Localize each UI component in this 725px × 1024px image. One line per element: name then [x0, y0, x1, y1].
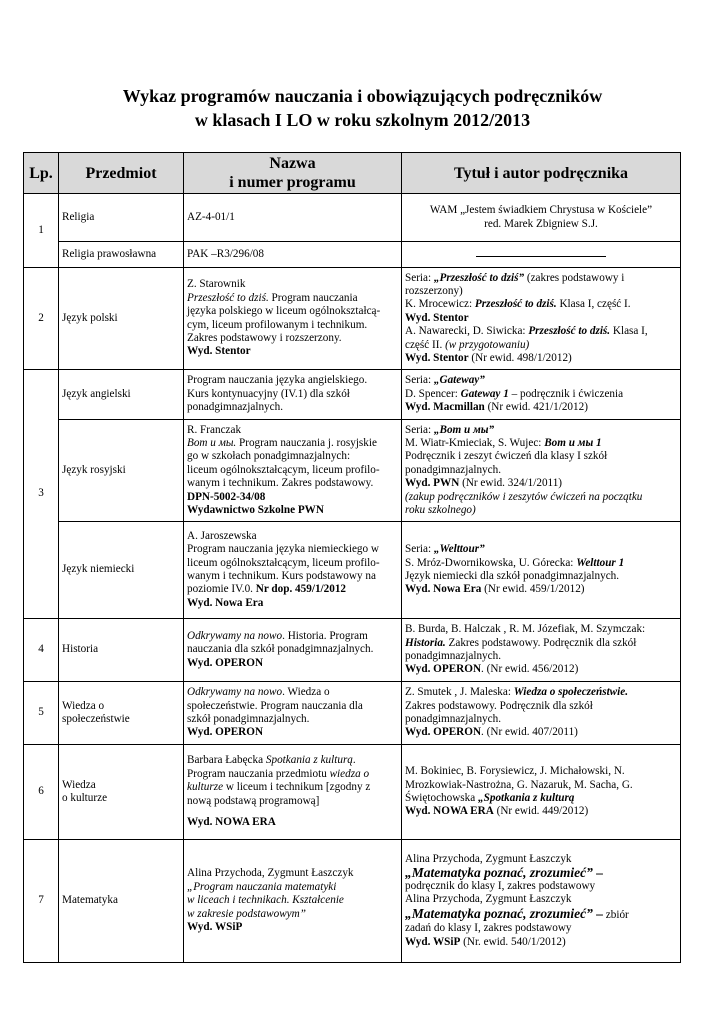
text-fragment: red. Marek Zbigniew S.J. — [484, 217, 598, 230]
text-fragment: S. Mróz-Dwornikowska, U. Górecka: — [405, 556, 577, 569]
table-row — [24, 522, 681, 619]
text-fragment: Wyd. Nowa Era — [405, 583, 482, 596]
subject-cell: Historia — [59, 619, 184, 682]
document-title — [0, 84, 725, 132]
text-fragment — [405, 352, 677, 365]
text-fragment: WAM „Jestem świadkiem Chrystusa w Kościele” — [429, 204, 653, 217]
text-fragment: Zakres podstawowy i rozszerzony. — [187, 331, 342, 344]
header-program-line2: i numer programu — [229, 174, 356, 191]
text-fragment — [405, 298, 677, 311]
text-fragment: (zakres podstawowy i — [524, 271, 625, 284]
text-fragment: zbiór — [603, 908, 629, 921]
text-fragment: Odkrywamy na nowo — [187, 686, 283, 699]
text-fragment: Вот и мы 1 — [544, 436, 602, 449]
text-fragment: w liceach i technikach. Kształcenie — [187, 894, 344, 907]
text-fragment: Program nauczania języka angielskiego. — [187, 374, 368, 387]
text-fragment: Program nauczania — [268, 291, 358, 304]
text-fragment: Wyd. OPERON — [405, 663, 482, 676]
text-fragment: o kulturze — [62, 792, 108, 804]
program-cell — [184, 420, 402, 522]
text-fragment: Wyd. OPERON — [405, 726, 482, 739]
text-fragment: szkół ponadgimnazjalnych. — [187, 713, 310, 725]
text-fragment — [405, 805, 677, 818]
text-fragment: w zakresie podstawowym” — [187, 907, 306, 920]
text-fragment: Seria: — [405, 423, 434, 436]
program-cell — [184, 745, 402, 840]
table-row — [24, 682, 681, 745]
text-fragment — [405, 726, 677, 739]
text-fragment: Seria: — [405, 271, 434, 284]
text-fragment: Z. Starownik — [187, 278, 246, 291]
text-fragment: Klasa I, — [610, 325, 648, 338]
text-fragment: Alina Przychoda, Zygmunt Łaszczyk — [405, 893, 572, 906]
text-fragment — [405, 583, 677, 596]
table-row — [24, 370, 681, 420]
text-fragment — [187, 808, 398, 816]
text-fragment: wiedza o — [329, 767, 370, 780]
text-fragment — [405, 663, 677, 676]
text-fragment: wanym i technikum. Kurs podstawowy na — [187, 570, 376, 582]
subject-cell: Religia prawosławna — [59, 242, 184, 268]
subject-cell — [59, 682, 184, 745]
text-fragment: „Welttour” — [433, 543, 485, 556]
text-fragment: Wyd. Stentor — [405, 311, 469, 324]
header-program-line1: Nazwa — [269, 155, 316, 172]
table-row — [24, 745, 681, 840]
text-fragment: K. Mrocewicz: — [405, 298, 475, 311]
text-fragment — [405, 401, 677, 414]
text-fragment: Wyd. OPERON — [187, 656, 264, 669]
text-fragment: Wyd. Nowa Era — [187, 596, 264, 609]
header-subject: Przedmiot — [59, 153, 184, 194]
text-fragment: Wiedza o społeczeństwie. — [513, 686, 629, 699]
header-book: Tytuł i autor podręcznika — [402, 153, 681, 194]
text-fragment: Welttour 1 — [576, 556, 625, 569]
text-fragment — [405, 557, 677, 570]
text-fragment: „Przeszłość to dziś” — [433, 271, 525, 284]
header-lp: Lp. — [24, 153, 59, 194]
text-fragment — [405, 792, 677, 805]
text-fragment: D. Spencer: — [405, 387, 461, 400]
book-cell — [402, 370, 681, 420]
lp-cell: 1 — [24, 194, 59, 268]
text-fragment: (Nr ewid. 498/1/2012) — [468, 352, 572, 365]
text-fragment: „Matematyka poznać, zrozumieć” – — [405, 865, 603, 881]
text-fragment: kulturze — [187, 781, 224, 794]
text-fragment: R. Franczak — [187, 423, 242, 436]
text-fragment: Język niemiecki dla szkół ponadgimnazjalnych. — [405, 570, 620, 582]
text-fragment: Wyd. WSiP — [187, 921, 243, 934]
text-fragment: nauczania dla szkół ponadgimnazjalnych. — [187, 643, 374, 656]
program-cell — [184, 370, 402, 420]
lp-cell: 3 — [24, 370, 59, 619]
text-fragment: część II. — [405, 338, 446, 351]
text-fragment: ponadgimnazjalnych. — [405, 463, 501, 476]
text-fragment: DPN-5002-34/08 — [187, 490, 266, 503]
text-fragment — [405, 272, 677, 285]
subject-cell — [59, 745, 184, 840]
text-fragment — [405, 686, 677, 699]
text-fragment — [405, 936, 677, 949]
text-fragment: nową podstawą programową] — [187, 794, 320, 807]
text-fragment: zadań do klasy I, zakres podstawowy — [405, 922, 572, 935]
table-row — [24, 268, 681, 370]
lp-cell: 6 — [24, 745, 59, 840]
text-fragment: Historia. — [405, 636, 446, 649]
text-fragment: „Вот и мы” — [433, 423, 495, 436]
text-fragment: Z. Smutek , J. Maleska: — [405, 686, 514, 699]
text-fragment: Wydawnictwo Szkolne PWN — [187, 504, 324, 517]
text-fragment: Kurs kontynuacyjny (IV.1) dla szkół — [187, 387, 350, 400]
text-fragment: . (Nr ewid. 407/2011) — [481, 726, 578, 739]
book-cell — [402, 194, 681, 242]
text-fragment: Wiedza o — [62, 699, 105, 712]
book-cell — [402, 840, 681, 963]
text-fragment: Seria: — [405, 374, 434, 387]
text-fragment: ponadgimnazjalnych. — [405, 650, 501, 662]
text-fragment: Świętochowska — [405, 792, 479, 804]
book-cell — [402, 268, 681, 370]
text-fragment: (Nr ewid. 449/2012) — [493, 805, 589, 818]
text-fragment: Mrozkowiak-Nastrożna, G. Nazaruk, M. Sacha, G. — [405, 778, 633, 791]
text-fragment — [405, 437, 677, 450]
program-cell: PAK –R3/296/08 — [184, 242, 402, 268]
text-fragment: „Program nauczania matematyki — [187, 880, 337, 893]
text-fragment: (zakup podręczników i zeszytów ćwiczeń na początku — [405, 490, 643, 503]
table-row — [24, 194, 681, 242]
text-fragment: M. Bokiniec, B. Forysiewicz, J. Michałowski, N. — [405, 765, 625, 778]
lp-cell: 2 — [24, 268, 59, 370]
text-fragment — [405, 424, 677, 437]
text-fragment: . Historia. Program — [282, 629, 368, 642]
text-fragment: Wyd. NOWA ERA — [187, 816, 276, 829]
text-fragment: „Gateway” — [433, 374, 485, 387]
text-fragment: Przeszłość to dziś. — [528, 325, 611, 338]
text-fragment: . (Nr ewid. 456/2012) — [481, 663, 579, 676]
text-fragment: społeczeństwie. Program nauczania dla — [187, 699, 363, 712]
text-fragment: B. Burda, B. Halczak , R. M. Józefiak, M. Szymczak: — [405, 623, 646, 636]
text-fragment: poziomie IV.0. — [187, 583, 256, 596]
program-cell — [184, 268, 402, 370]
book-cell — [402, 522, 681, 619]
text-fragment: „Spotkania z kulturą — [478, 792, 575, 804]
text-fragment — [405, 637, 677, 650]
subject-cell: Język polski — [59, 268, 184, 370]
text-fragment: w liceum i technikum [zgodny z — [223, 781, 371, 794]
text-fragment: Wiedza — [62, 778, 96, 791]
text-fragment — [405, 374, 677, 387]
text-fragment: Wyd. WSiP — [405, 935, 461, 948]
text-fragment: „Matematyka poznać, zrozumieć” – — [405, 905, 603, 921]
text-fragment: Barbara Łabęcka — [187, 754, 266, 767]
placeholder-line — [476, 250, 606, 257]
text-fragment — [405, 543, 677, 556]
text-fragment — [187, 754, 398, 767]
text-fragment — [187, 768, 398, 781]
text-fragment: cym, liceum profilowanym i technikum. — [187, 318, 368, 331]
text-fragment — [187, 437, 398, 450]
text-fragment — [405, 339, 677, 352]
program-cell — [184, 522, 402, 619]
text-fragment: Program nauczania przedmiotu — [187, 767, 330, 780]
text-fragment: Zakres podstawowy. Podręcznik dla szkół — [405, 699, 593, 712]
book-cell — [402, 420, 681, 522]
programs-table — [23, 152, 681, 963]
text-fragment — [405, 325, 677, 338]
lp-cell: 4 — [24, 619, 59, 682]
text-fragment: społeczeństwie — [62, 713, 130, 725]
text-fragment: ponadgimnazjalnych. — [187, 401, 283, 414]
text-fragment: go w szkołach ponadgimnazjalnych: — [187, 450, 351, 463]
subject-cell: Język angielski — [59, 370, 184, 420]
text-fragment: Wyd. OPERON — [187, 726, 264, 739]
text-fragment: Nr dop. 459/1/2012 — [255, 583, 347, 596]
text-fragment: Вот и мы. — [187, 436, 237, 449]
text-fragment: . — [352, 754, 356, 767]
text-fragment: M. Wiatr-Kmieciak, S. Wujec: — [405, 436, 545, 449]
text-fragment: Spotkania z kulturą — [265, 754, 353, 767]
text-fragment: Wyd. Stentor — [187, 345, 251, 358]
book-cell — [402, 619, 681, 682]
book-cell-empty — [402, 242, 681, 268]
text-fragment: roku szkolnego) — [405, 504, 476, 517]
text-fragment: Wyd. PWN — [405, 477, 460, 490]
text-fragment: (Nr ewid. 324/1/2011) — [459, 477, 563, 490]
text-fragment: podręcznik do klasy I, zakres podstawowy — [405, 879, 596, 892]
text-fragment: Przeszłość to dziś. — [187, 291, 269, 304]
text-fragment: Alina Przychoda, Zygmunt Łaszczyk — [405, 853, 572, 866]
header-row — [24, 153, 681, 194]
text-fragment: Klasa I, część I. — [556, 298, 631, 311]
table-row — [24, 420, 681, 522]
table-row — [24, 619, 681, 682]
text-fragment: . Wiedza o — [282, 686, 330, 699]
program-cell: AZ-4-01/1 — [184, 194, 402, 242]
text-fragment: (w przygotowaniu) — [445, 338, 530, 351]
program-cell — [184, 682, 402, 745]
lp-cell: 7 — [24, 840, 59, 963]
text-fragment: Zakres podstawowy. Podręcznik dla szkół — [445, 636, 637, 649]
text-fragment: wanym i technikum. Zakres podstawowy. — [187, 477, 374, 490]
text-fragment — [187, 781, 398, 794]
text-fragment: Alina Przychoda, Zygmunt Łaszczyk — [187, 867, 354, 880]
text-fragment: Odkrywamy na nowo — [187, 629, 283, 642]
book-cell — [402, 745, 681, 840]
text-fragment: ponadgimnazjalnych. — [405, 713, 501, 725]
program-cell — [184, 619, 402, 682]
text-fragment: A. Jaroszewska — [187, 529, 257, 542]
text-fragment: Podręcznik i zeszyt ćwiczeń dla klasy I szkół — [405, 450, 608, 463]
text-fragment: liceum ogólnokształcącym, liceum profilo- — [187, 556, 380, 569]
text-fragment: Gateway 1 — [460, 387, 509, 400]
text-fragment: Wyd. Macmillan — [405, 401, 485, 414]
title-line-1: Wykaz programów nauczania i obowiązujących podręczników — [122, 86, 603, 106]
subject-cell: Język niemiecki — [59, 522, 184, 619]
title-line-2: w klasach I LO w roku szkolnym 2012/2013 — [194, 110, 531, 130]
lp-cell: 5 — [24, 682, 59, 745]
text-fragment — [187, 292, 398, 305]
text-fragment: Program nauczania j. rosyjskie — [236, 436, 377, 449]
text-fragment: Wyd. Stentor — [405, 352, 469, 365]
text-fragment: (Nr ewid. 459/1/2012) — [481, 583, 585, 596]
text-fragment — [187, 686, 398, 699]
text-fragment: Seria: — [405, 543, 434, 556]
subject-cell: Matematyka — [59, 840, 184, 963]
text-fragment: – podręcznik i ćwiczenia — [508, 387, 624, 400]
text-fragment: liceum ogólnokształcącym, liceum profilo- — [187, 463, 380, 476]
text-fragment: A. Nawarecki, D. Siwicka: — [405, 325, 529, 338]
text-fragment — [187, 630, 398, 643]
text-fragment: Wyd. NOWA ERA — [405, 805, 494, 818]
text-fragment: (Nr ewid. 421/1/2012) — [484, 401, 588, 414]
subject-cell: Religia — [59, 194, 184, 242]
table-row — [24, 242, 681, 268]
text-fragment — [405, 388, 677, 401]
program-cell — [184, 840, 402, 963]
book-cell — [402, 682, 681, 745]
subject-cell: Język rosyjski — [59, 420, 184, 522]
text-fragment: Program nauczania języka niemieckiego w — [187, 543, 379, 556]
header-program — [184, 153, 402, 194]
text-fragment: języka polskiego w liceum ogólnokształcą- — [187, 305, 381, 318]
text-fragment: Przeszłość to dziś. — [474, 298, 557, 311]
text-fragment — [187, 583, 398, 596]
text-fragment: rozszerzony) — [405, 284, 463, 297]
table-row — [24, 840, 681, 963]
text-fragment — [405, 477, 677, 490]
text-fragment — [405, 907, 677, 922]
text-fragment: (Nr. ewid. 540/1/2012) — [460, 935, 566, 948]
